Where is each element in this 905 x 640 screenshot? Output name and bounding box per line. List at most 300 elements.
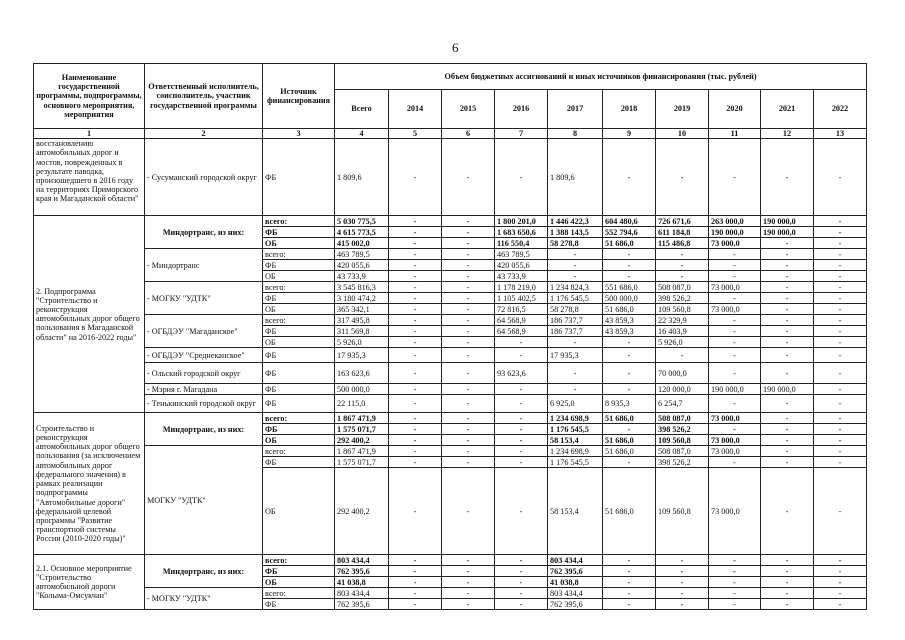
value-cell: 1 683 650,6 (495, 227, 548, 238)
value-cell: - (442, 599, 495, 610)
value-cell: 64 568,9 (495, 315, 548, 326)
header-year: Всего (335, 90, 389, 129)
value-cell: - (442, 348, 495, 363)
value-cell: - (709, 337, 761, 348)
value-cell: 1 234 698,9 (548, 446, 603, 457)
value-cell: - (814, 446, 867, 457)
value-cell: - (709, 348, 761, 363)
table-row (34, 384, 867, 395)
value-cell: - (656, 348, 709, 363)
value-cell: - (495, 457, 548, 468)
value-cell: - (709, 566, 761, 577)
value-cell: - (814, 413, 867, 424)
header-volume: Объем бюджетных ассигнований и иных источников финансирования (тыс. рублей) (335, 64, 867, 90)
value-cell: 1 388 143,5 (548, 227, 603, 238)
value-cell: 292 400,2 (335, 435, 389, 446)
funding-source: ФБ (263, 457, 335, 468)
value-cell: - (548, 271, 603, 282)
value-cell: 51 686,0 (603, 468, 656, 555)
value-cell: - (495, 577, 548, 588)
funding-source: ОБ (263, 271, 335, 282)
value-cell: 311 569,8 (335, 326, 389, 337)
header-year: 2020 (709, 90, 761, 129)
funding-source: всего: (263, 446, 335, 457)
value-cell: - (814, 457, 867, 468)
executor-name: Миндортранс, из них: (145, 216, 263, 249)
value-cell: - (442, 337, 495, 348)
funding-source: всего: (263, 555, 335, 566)
value-cell: - (761, 271, 814, 282)
value-cell: 508 087,0 (656, 446, 709, 457)
value-cell: - (709, 363, 761, 384)
value-cell: - (814, 348, 867, 363)
value-cell: - (814, 577, 867, 588)
value-cell: - (814, 599, 867, 610)
funding-source: ФБ (263, 293, 335, 304)
value-cell: - (709, 315, 761, 326)
value-cell: - (495, 413, 548, 424)
value-cell: - (389, 395, 442, 413)
value-cell: 64 568,9 (495, 326, 548, 337)
value-cell: - (389, 293, 442, 304)
executor-name: МОГКУ "УДТК" (145, 446, 263, 555)
value-cell: 508 087,0 (656, 282, 709, 293)
value-cell: - (709, 271, 761, 282)
value-cell: - (761, 315, 814, 326)
value-cell: - (548, 260, 603, 271)
value-cell: - (495, 555, 548, 566)
executor-name: Миндортранс, из них: (145, 413, 263, 446)
value-cell: - (442, 282, 495, 293)
value-cell: - (389, 139, 442, 216)
value-cell: - (814, 337, 867, 348)
column-index: 12 (761, 129, 814, 139)
value-cell: 73 000,0 (709, 282, 761, 293)
value-cell: 762 395,6 (548, 566, 603, 577)
value-cell: - (442, 566, 495, 577)
value-cell: 500 000,0 (603, 293, 656, 304)
value-cell: - (495, 348, 548, 363)
value-cell: - (603, 139, 656, 216)
value-cell: 415 002,0 (335, 238, 389, 249)
value-cell: - (389, 468, 442, 555)
value-cell: - (761, 555, 814, 566)
value-cell: - (548, 384, 603, 395)
value-cell: - (495, 337, 548, 348)
program-name: восстановлению автомобильных дорог и мостов, поврежденных в результате паводка, произошедшего в 2016 году на территориях Приморского края и Магаданской области" (34, 139, 145, 216)
value-cell: - (389, 260, 442, 271)
value-cell: 1 809,6 (548, 139, 603, 216)
value-cell: - (761, 435, 814, 446)
value-cell: 120 000,0 (656, 384, 709, 395)
value-cell: - (814, 395, 867, 413)
value-cell: 803 434,4 (335, 588, 389, 599)
value-cell: - (548, 249, 603, 260)
value-cell: 186 737,7 (548, 326, 603, 337)
value-cell: - (814, 293, 867, 304)
value-cell: 420 055,6 (335, 260, 389, 271)
column-index: 6 (442, 129, 495, 139)
funding-source: всего: (263, 413, 335, 424)
value-cell: 116 550,4 (495, 238, 548, 249)
value-cell: - (442, 588, 495, 599)
value-cell: 186 737,7 (548, 315, 603, 326)
value-cell: - (814, 435, 867, 446)
executor-name: - Миндортранс (145, 249, 263, 282)
value-cell: - (761, 363, 814, 384)
value-cell: - (603, 457, 656, 468)
column-index: 11 (709, 129, 761, 139)
value-cell: - (389, 271, 442, 282)
value-cell: - (814, 384, 867, 395)
column-index: 1 (34, 129, 145, 139)
value-cell: - (442, 249, 495, 260)
table-row (34, 555, 867, 566)
value-cell: 73 000,0 (709, 304, 761, 315)
value-cell: 190 000,0 (761, 384, 814, 395)
value-cell: - (656, 139, 709, 216)
value-cell: - (603, 260, 656, 271)
value-cell: 263 000,0 (709, 216, 761, 227)
value-cell: 365 342,1 (335, 304, 389, 315)
value-cell: - (442, 315, 495, 326)
header-year: 2017 (548, 90, 603, 129)
funding-source: ФБ (263, 260, 335, 271)
funding-source: ОБ (263, 468, 335, 555)
value-cell: - (656, 588, 709, 599)
value-cell: 803 434,4 (335, 555, 389, 566)
value-cell: 1 575 071,7 (335, 424, 389, 435)
value-cell: 51 686,0 (603, 304, 656, 315)
value-cell: - (603, 555, 656, 566)
value-cell: 109 560,8 (656, 304, 709, 315)
value-cell: - (761, 446, 814, 457)
value-cell: - (761, 566, 814, 577)
value-cell: - (495, 446, 548, 457)
column-index: 8 (548, 129, 603, 139)
value-cell: - (495, 435, 548, 446)
funding-source: ФБ (263, 326, 335, 337)
value-cell: 43 859,3 (603, 315, 656, 326)
value-cell: - (761, 395, 814, 413)
value-cell: 70 000,0 (656, 363, 709, 384)
value-cell: 803 434,4 (548, 588, 603, 599)
value-cell: - (389, 304, 442, 315)
value-cell: - (656, 566, 709, 577)
value-cell: 16 403,9 (656, 326, 709, 337)
table-row (34, 395, 867, 413)
value-cell: - (389, 249, 442, 260)
value-cell: 17 935,3 (335, 348, 389, 363)
value-cell: - (603, 577, 656, 588)
value-cell: - (442, 413, 495, 424)
program-name: 2. Подпрограмма "Строительство и реконструкция автомобильных дорог общего пользования в Магаданской области" на 2016-2022 годы" (34, 216, 145, 413)
value-cell: - (495, 566, 548, 577)
value-cell: 73 000,0 (709, 238, 761, 249)
value-cell: - (603, 424, 656, 435)
executor-name: - ОГБДЭУ "Магаданское" (145, 315, 263, 348)
value-cell: 1 176 545,5 (548, 293, 603, 304)
value-cell: - (603, 337, 656, 348)
value-cell: - (709, 599, 761, 610)
value-cell: - (761, 413, 814, 424)
header-year: 2018 (603, 90, 656, 129)
column-index: 5 (389, 129, 442, 139)
value-cell: - (442, 271, 495, 282)
value-cell: - (603, 599, 656, 610)
column-index: 10 (656, 129, 709, 139)
value-cell: 1 176 545,5 (548, 457, 603, 468)
column-index: 7 (495, 129, 548, 139)
value-cell: 73 000,0 (709, 413, 761, 424)
value-cell: - (389, 216, 442, 227)
value-cell: - (709, 260, 761, 271)
value-cell: - (709, 326, 761, 337)
value-cell: - (761, 577, 814, 588)
header-program: Наименование государственной программы, подпрограммы, основного мероприятия, мероприятия (34, 64, 145, 129)
value-cell: - (603, 348, 656, 363)
executor-name: - Мэрия г. Магадана (145, 384, 263, 395)
value-cell: - (495, 599, 548, 610)
value-cell: 317 495,8 (335, 315, 389, 326)
value-cell: - (814, 326, 867, 337)
value-cell: - (442, 260, 495, 271)
value-cell: - (495, 468, 548, 555)
value-cell: - (814, 363, 867, 384)
column-index: 4 (335, 129, 389, 139)
column-index: 2 (145, 129, 263, 139)
table-row (34, 348, 867, 363)
value-cell: 5 926,0 (656, 337, 709, 348)
value-cell: 1 446 422,3 (548, 216, 603, 227)
value-cell: - (709, 555, 761, 566)
value-cell: - (814, 566, 867, 577)
executor-name: - МОГКУ "УДТК" (145, 282, 263, 315)
value-cell: 508 087,0 (656, 413, 709, 424)
value-cell: - (442, 577, 495, 588)
value-cell: - (814, 315, 867, 326)
value-cell: - (389, 413, 442, 424)
header-source: Источник финансирования (263, 64, 335, 129)
value-cell: - (814, 282, 867, 293)
value-cell: - (709, 577, 761, 588)
value-cell: 552 794,6 (603, 227, 656, 238)
value-cell: - (814, 216, 867, 227)
value-cell: - (709, 139, 761, 216)
value-cell: 762 395,6 (335, 599, 389, 610)
value-cell: - (389, 238, 442, 249)
value-cell: - (761, 238, 814, 249)
value-cell: - (442, 435, 495, 446)
value-cell: 398 526,2 (656, 424, 709, 435)
value-cell: 58 278,8 (548, 304, 603, 315)
value-cell: - (603, 249, 656, 260)
value-cell: - (814, 238, 867, 249)
value-cell: - (389, 555, 442, 566)
value-cell: 6 254,7 (656, 395, 709, 413)
funding-source: всего: (263, 588, 335, 599)
value-cell: - (761, 337, 814, 348)
value-cell: - (389, 435, 442, 446)
value-cell: 190 000,0 (761, 227, 814, 238)
value-cell: 1 809,6 (335, 139, 389, 216)
table-row (34, 413, 867, 424)
value-cell: 762 395,6 (335, 566, 389, 577)
value-cell: - (761, 293, 814, 304)
value-cell: - (442, 304, 495, 315)
value-cell: - (442, 238, 495, 249)
value-cell: 1 575 071,7 (335, 457, 389, 468)
value-cell: 762 395,6 (548, 599, 603, 610)
value-cell: - (389, 577, 442, 588)
value-cell: - (495, 139, 548, 216)
value-cell: - (761, 599, 814, 610)
header-year: 2022 (814, 90, 867, 129)
value-cell: - (656, 260, 709, 271)
value-cell: - (442, 457, 495, 468)
value-cell: 6 925,0 (548, 395, 603, 413)
header-executor: Ответственный исполнитель, соисполнитель, участник государственной программы (145, 64, 263, 129)
table-row (34, 315, 867, 326)
funding-source: ОБ (263, 238, 335, 249)
funding-source: ФБ (263, 566, 335, 577)
funding-source: ФБ (263, 424, 335, 435)
value-cell: 398 526,2 (656, 457, 709, 468)
value-cell: - (603, 588, 656, 599)
funding-source: всего: (263, 282, 335, 293)
value-cell: - (389, 282, 442, 293)
value-cell: 72 816,5 (495, 304, 548, 315)
value-cell: 1 178 219,0 (495, 282, 548, 293)
value-cell: 726 671,6 (656, 216, 709, 227)
value-cell: 463 789,5 (495, 249, 548, 260)
value-cell: - (709, 395, 761, 413)
program-name: Строительство и реконструкция автомобильных дорог общего пользования (за исключением автомобильных дорог федерального значения) в рамках реализации подпрограммы "Автомобильные дороги" федеральной целевой программы "Развитие транспортной системы России (2010-2020 годы)" (34, 413, 145, 555)
funding-source: всего: (263, 315, 335, 326)
value-cell: 551 686,0 (603, 282, 656, 293)
value-cell: 41 038,8 (548, 577, 603, 588)
value-cell: 292 400,2 (335, 468, 389, 555)
funding-source: ФБ (263, 227, 335, 238)
program-name: 2.1. Основное мероприятие "Строительство автомобильной дороги "Колыма-Омсукчан" (34, 555, 145, 610)
table-row (34, 446, 867, 457)
value-cell: - (709, 249, 761, 260)
value-cell: 1 800 201,0 (495, 216, 548, 227)
value-cell: 420 055,6 (495, 260, 548, 271)
value-cell: - (495, 588, 548, 599)
value-cell: - (389, 457, 442, 468)
value-cell: - (389, 588, 442, 599)
value-cell: - (442, 326, 495, 337)
value-cell: - (389, 599, 442, 610)
value-cell: 604 480,6 (603, 216, 656, 227)
value-cell: - (442, 468, 495, 555)
value-cell: - (389, 348, 442, 363)
value-cell: - (814, 227, 867, 238)
value-cell: - (442, 395, 495, 413)
value-cell: - (761, 457, 814, 468)
value-cell: 22 329,9 (656, 315, 709, 326)
value-cell: 41 038,8 (335, 577, 389, 588)
value-cell: 1 176 545,5 (548, 424, 603, 435)
value-cell: - (442, 424, 495, 435)
value-cell: 51 686,0 (603, 413, 656, 424)
value-cell: 398 526,2 (656, 293, 709, 304)
value-cell: - (389, 363, 442, 384)
funding-source: ФБ (263, 395, 335, 413)
value-cell: 3 545 816,3 (335, 282, 389, 293)
funding-source: ФБ (263, 348, 335, 363)
value-cell: - (814, 304, 867, 315)
value-cell: - (814, 271, 867, 282)
value-cell: 1 234 824,3 (548, 282, 603, 293)
value-cell: - (814, 260, 867, 271)
value-cell: - (709, 424, 761, 435)
funding-source: ОБ (263, 304, 335, 315)
value-cell: - (814, 249, 867, 260)
table-row (34, 282, 867, 293)
value-cell: 73 000,0 (709, 446, 761, 457)
value-cell: - (495, 424, 548, 435)
value-cell: 43 733,9 (495, 271, 548, 282)
funding-source: ОБ (263, 577, 335, 588)
value-cell: - (656, 249, 709, 260)
executor-name: - Ольский городской округ (145, 363, 263, 384)
value-cell: 1 105 402,5 (495, 293, 548, 304)
value-cell: - (389, 315, 442, 326)
value-cell: - (814, 424, 867, 435)
value-cell: 1 867 471,9 (335, 413, 389, 424)
value-cell: 17 935,3 (548, 348, 603, 363)
executor-name: - ОГБДЭУ "Среднеканское" (145, 348, 263, 363)
header-year: 2015 (442, 90, 495, 129)
value-cell: - (656, 577, 709, 588)
value-cell: 58 153,4 (548, 468, 603, 555)
table-row (34, 249, 867, 260)
value-cell: - (548, 337, 603, 348)
table-row (34, 363, 867, 384)
value-cell: 803 434,4 (548, 555, 603, 566)
value-cell: 190 000,0 (761, 216, 814, 227)
value-cell: - (761, 424, 814, 435)
value-cell: - (656, 599, 709, 610)
value-cell: - (442, 384, 495, 395)
value-cell: 51 686,0 (603, 446, 656, 457)
value-cell: 51 686,0 (603, 238, 656, 249)
value-cell: 5 926,0 (335, 337, 389, 348)
funding-source: ФБ (263, 599, 335, 610)
column-index: 13 (814, 129, 867, 139)
page-number: 6 (452, 40, 459, 55)
value-cell: - (389, 424, 442, 435)
value-cell: 73 000,0 (709, 435, 761, 446)
value-cell: - (814, 139, 867, 216)
value-cell: - (814, 555, 867, 566)
header-year: 2014 (389, 90, 442, 129)
executor-name: - Тенькинский городской округ (145, 395, 263, 413)
value-cell: 4 615 773,5 (335, 227, 389, 238)
value-cell: - (442, 227, 495, 238)
value-cell: - (442, 363, 495, 384)
value-cell: - (814, 588, 867, 599)
value-cell: 463 789,5 (335, 249, 389, 260)
value-cell: - (761, 348, 814, 363)
value-cell: 22 115,0 (335, 395, 389, 413)
value-cell: - (389, 326, 442, 337)
value-cell: - (761, 588, 814, 599)
value-cell: - (495, 395, 548, 413)
funding-source: ФБ (263, 363, 335, 384)
